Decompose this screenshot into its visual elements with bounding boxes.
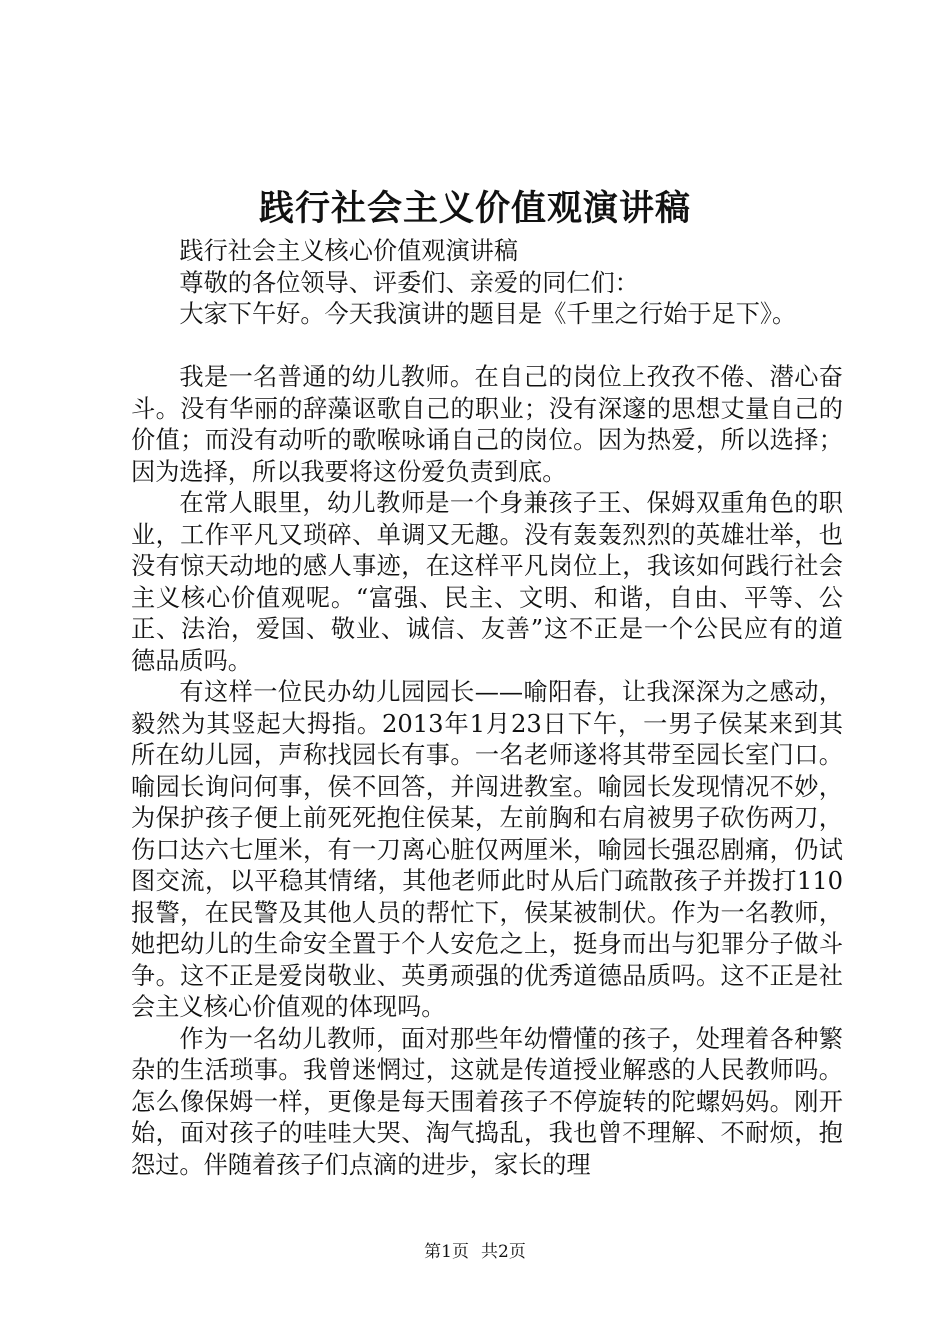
paragraph-body: 在常人眼里，幼儿教师是一个身兼孩子王、保姆双重角色的职业，工作平凡又琐碎、单调又无趣。没有轰轰烈烈的英雄壮举，也没有惊天动地的感人事迹，在这样平凡岗位上，我该如何践行社会主义核心价值观呢。“富强、民主、文明、和谐，自由、平等、公正、法治，爱国、敬业、诚信、友善”这不正是一个公民应有的道德品质吗。: [131, 489, 843, 675]
page-footer: [0, 1240, 950, 1264]
paragraph-body: 有这样一位民办幼儿园园长——喻阳春，让我深深为之感动，毅然为其竖起大拇指。2013年1月23日下午，一男子侯某来到其所在幼儿园，声称找园长有事。一名老师遂将其带至园长室门口。喻园长询问何事，侯不回答，并闯进教室。喻园长发现情况不妙，为保护孩子便上前死死抱住侯某，左前胸和右肩被男子砍伤两刀，伤口达六七厘米，有一刀离心脏仅两厘米，喻园长强忍剧痛，仍试图交流，以平稳其情绪，其他老师此时从后门疏散孩子并拨打110报警，在民警及其他人员的帮忙下，侯某被制伏。作为一名教师，她把幼儿的生命安全置于个人安危之上，挺身而出与犯罪分子做斗争。这不正是爱岗敬业、英勇顽强的优秀道德品质吗。这不正是社会主义核心价值观的体现吗。: [131, 678, 843, 1021]
page-number: 第1页: [424, 1242, 469, 1262]
paragraph-body: 我是一名普通的幼儿教师。在自己的岗位上孜孜不倦、潜心奋斗。没有华丽的辞藻讴歌自己的职业；没有深邃的思想丈量自己的价值；而没有动听的歌喉咏诵自己的岗位。因为热爱，所以选择；因为选择，所以我要将这份爱负责到底。: [131, 363, 843, 486]
document-title: 践行社会主义价值观演讲稿: [258, 188, 691, 229]
paragraph-subtitle: 践行社会主义核心价值观演讲稿: [179, 237, 519, 265]
paragraph-body: 作为一名幼儿教师，面对那些年幼懵懂的孩子，处理着各种繁杂的生活琐事。我曾迷惘过，这就是传道授业解惑的人民教师吗。怎么像保姆一样，更像是每天围着孩子不停旋转的陀螺妈妈。刚开始，面对孩子的哇哇大哭、淘气捣乱，我也曾不理解、不耐烦，抱怨过。伴随着孩子们点滴的进步，家长的理: [131, 1024, 843, 1179]
paragraph-greeting: 大家下午好。今天我演讲的题目是《千里之行始于足下》。: [179, 300, 797, 328]
page-total: 共2页: [481, 1242, 526, 1262]
document-body: [131, 236, 843, 1181]
paragraph-salutation: 尊敬的各位领导、评委们、亲爱的同仁们：: [179, 268, 639, 297]
